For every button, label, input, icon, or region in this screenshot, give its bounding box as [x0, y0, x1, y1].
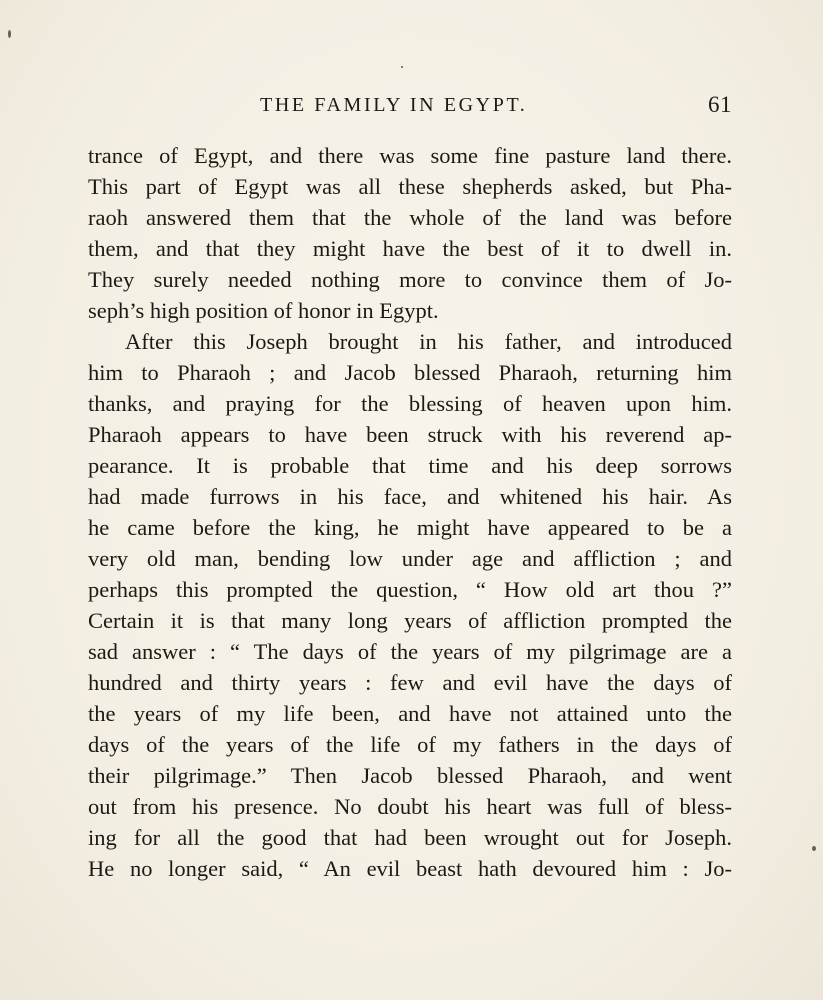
page-number: 61	[708, 92, 732, 117]
text-line: pearance. It is probable that time and his deep sorrows	[88, 453, 732, 478]
text-line: had made furrows in his face, and whitened his hair. As	[88, 484, 732, 509]
text-line: him to Pharaoh ; and Jacob blessed Pharaoh, returning him	[88, 360, 732, 385]
text-line: seph’s high position of honor in Egypt.	[88, 298, 439, 323]
text-line: hundred and thirty years : few and evil have the days of	[88, 670, 732, 695]
paper-speck	[8, 30, 11, 38]
text-line: their pilgrimage.” Then Jacob blessed Pharaoh, and went	[88, 763, 732, 788]
paper-speck	[812, 846, 816, 851]
text-line: trance of Egypt, and there was some fine pasture land there.	[88, 143, 732, 168]
running-head	[88, 94, 732, 122]
text-line: ing for all the good that had been wrought out for Joseph.	[88, 825, 732, 850]
text-line: sad answer : “ The days of the years of my pilgrimage are a	[88, 639, 732, 664]
text-line: them, and that they might have the best of it to dwell in.	[88, 236, 732, 261]
text-line: Certain it is that many long years of affliction prompted the	[88, 608, 732, 633]
text-line: Pharaoh appears to have been struck with his reverend ap-	[88, 422, 732, 447]
text-line: thanks, and praying for the blessing of heaven upon him.	[88, 391, 732, 416]
text-line: the years of my life been, and have not attained unto the	[88, 701, 732, 726]
text-line: perhaps this prompted the question, “ How old art thou ?”	[88, 577, 732, 602]
paper-speck	[401, 66, 403, 68]
text-line: very old man, bending low under age and affliction ; and	[88, 546, 732, 571]
running-title: THE FAMILY IN EGYPT.	[260, 94, 528, 116]
text-line: He no longer said, “ An evil beast hath devoured him : Jo-	[88, 856, 732, 881]
body-text	[88, 140, 732, 884]
text-line: out from his presence. No doubt his heart was full of bless-	[88, 794, 732, 819]
paragraph-start-line: After this Joseph brought in his father, and introduced	[125, 329, 732, 354]
text-line: raoh answered them that the whole of the land was before	[88, 205, 732, 230]
text-line: he came before the king, he might have appeared to be a	[88, 515, 732, 540]
text-line: days of the years of the life of my fathers in the days of	[88, 732, 732, 757]
text-line: They surely needed nothing more to convince them of Jo-	[88, 267, 732, 292]
text-line: This part of Egypt was all these shepherds asked, but Pha-	[88, 174, 732, 199]
